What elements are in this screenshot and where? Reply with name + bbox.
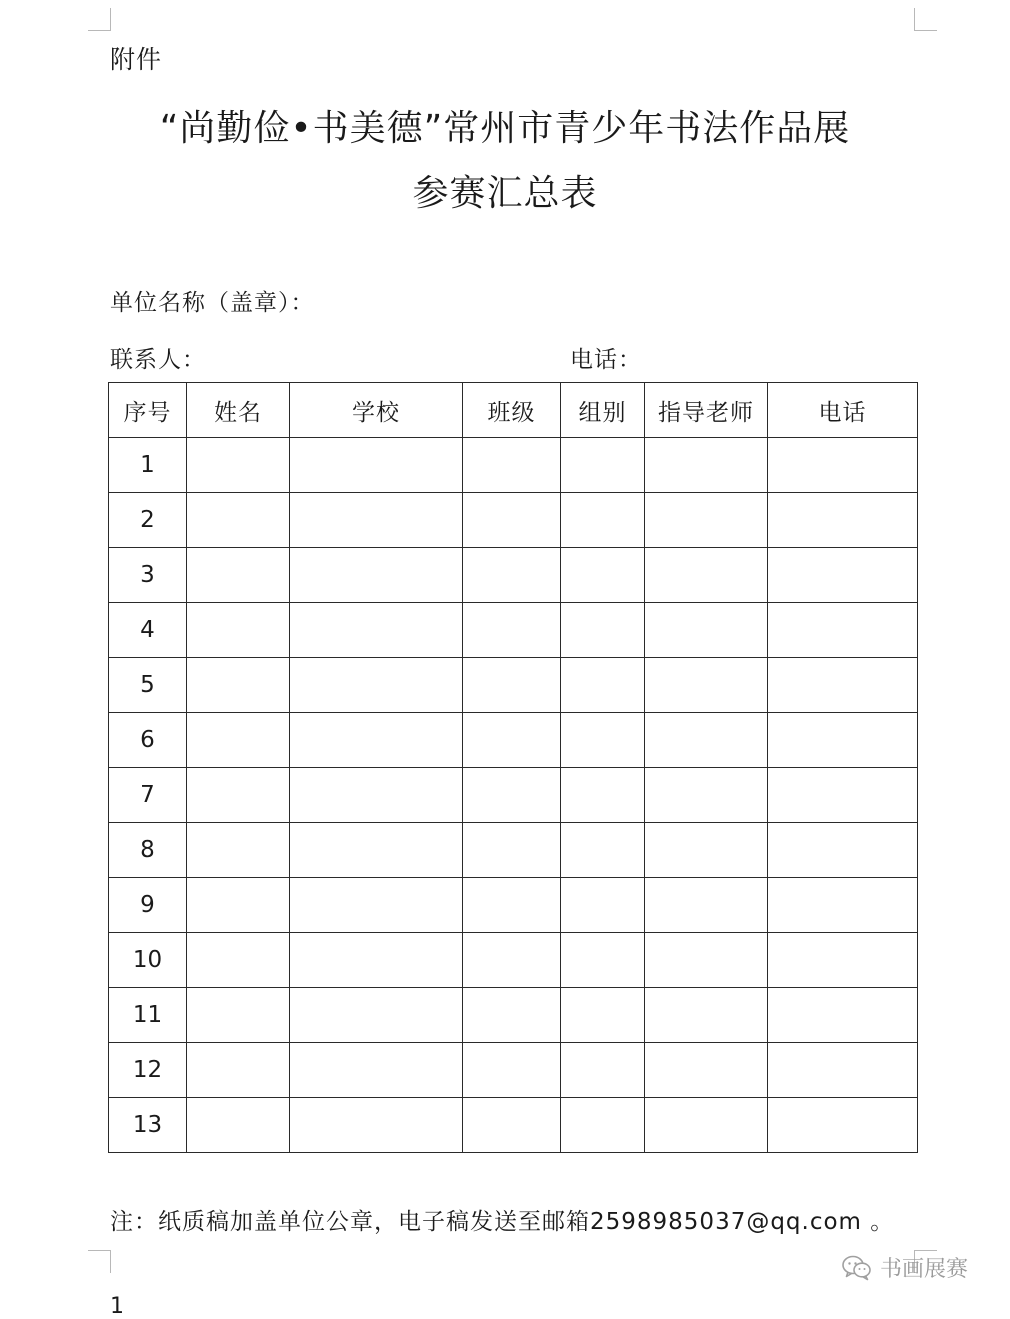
cell-teacher[interactable] (645, 933, 768, 988)
cell-name[interactable] (187, 878, 290, 933)
cell-group[interactable] (561, 438, 645, 493)
cell-school[interactable] (290, 1043, 463, 1098)
cell-phone[interactable] (768, 933, 918, 988)
cell-phone[interactable] (768, 438, 918, 493)
header-class: 班级 (463, 383, 561, 438)
table-row (109, 603, 918, 658)
cell-school[interactable] (290, 933, 463, 988)
cell-class[interactable] (463, 603, 561, 658)
cell-group[interactable] (561, 713, 645, 768)
table-row (109, 768, 918, 823)
cell-school[interactable] (290, 658, 463, 713)
cell-teacher[interactable] (645, 878, 768, 933)
cell-serial: 1 (109, 438, 187, 493)
cell-teacher[interactable] (645, 1043, 768, 1098)
table-row (109, 988, 918, 1043)
cell-serial: 8 (109, 823, 187, 878)
cell-phone[interactable] (768, 548, 918, 603)
cell-phone[interactable] (768, 713, 918, 768)
cell-school[interactable] (290, 493, 463, 548)
cell-serial: 7 (109, 768, 187, 823)
header-name: 姓名 (187, 383, 290, 438)
cell-school[interactable] (290, 438, 463, 493)
cell-teacher[interactable] (645, 493, 768, 548)
cell-teacher[interactable] (645, 438, 768, 493)
cell-phone[interactable] (768, 878, 918, 933)
table-row (109, 878, 918, 933)
crop-mark-bottom-left (88, 1250, 111, 1273)
crop-mark-top-right (914, 8, 937, 31)
cell-class[interactable] (463, 658, 561, 713)
cell-phone[interactable] (768, 658, 918, 713)
cell-teacher[interactable] (645, 713, 768, 768)
cell-name[interactable] (187, 548, 290, 603)
cell-class[interactable] (463, 438, 561, 493)
cell-teacher[interactable] (645, 603, 768, 658)
header-phone: 电话 (768, 383, 918, 438)
cell-school[interactable] (290, 768, 463, 823)
cell-group[interactable] (561, 933, 645, 988)
table-row (109, 933, 918, 988)
contact-person-label: 联系人： (110, 347, 206, 373)
cell-school[interactable] (290, 713, 463, 768)
cell-serial: 12 (109, 1043, 187, 1098)
cell-class[interactable] (463, 933, 561, 988)
cell-school[interactable] (290, 603, 463, 658)
page-number: 1 (110, 1294, 124, 1319)
cell-school[interactable] (290, 823, 463, 878)
document-title: “尚勤俭•书美德”常州市青少年书法作品展 (159, 108, 851, 149)
header-teacher: 指导老师 (645, 383, 768, 438)
document-subtitle: 参赛汇总表 (412, 173, 598, 214)
entry-summary-table (108, 382, 918, 1153)
cell-group[interactable] (561, 768, 645, 823)
unit-name-label: 单位名称（盖章）： (110, 290, 315, 316)
cell-name[interactable] (187, 438, 290, 493)
cell-name[interactable] (187, 658, 290, 713)
cell-name[interactable] (187, 493, 290, 548)
cell-name[interactable] (187, 933, 290, 988)
cell-class[interactable] (463, 1043, 561, 1098)
cell-phone[interactable] (768, 988, 918, 1043)
cell-name[interactable] (187, 823, 290, 878)
cell-serial: 5 (109, 658, 187, 713)
cell-class[interactable] (463, 768, 561, 823)
cell-teacher[interactable] (645, 1098, 768, 1153)
cell-class[interactable] (463, 988, 561, 1043)
cell-class[interactable] (463, 878, 561, 933)
table-row (109, 493, 918, 548)
cell-phone[interactable] (768, 823, 918, 878)
phone-label: 电话： (570, 347, 642, 373)
cell-serial: 10 (109, 933, 187, 988)
cell-group[interactable] (561, 658, 645, 713)
cell-teacher[interactable] (645, 548, 768, 603)
cell-school[interactable] (290, 988, 463, 1043)
cell-phone[interactable] (768, 768, 918, 823)
cell-group[interactable] (561, 878, 645, 933)
cell-teacher[interactable] (645, 658, 768, 713)
cell-group[interactable] (561, 988, 645, 1043)
cell-teacher[interactable] (645, 988, 768, 1043)
crop-mark-top-left (88, 8, 111, 31)
table-row (109, 658, 918, 713)
cell-phone[interactable] (768, 493, 918, 548)
cell-name[interactable] (187, 988, 290, 1043)
cell-serial: 9 (109, 878, 187, 933)
cell-group[interactable] (561, 1098, 645, 1153)
table-row (109, 438, 918, 493)
header-serial: 序号 (109, 383, 187, 438)
watermark-text: 书画展赛 (880, 1257, 969, 1282)
header-group: 组别 (561, 383, 645, 438)
cell-name[interactable] (187, 603, 290, 658)
cell-group[interactable] (561, 823, 645, 878)
cell-group[interactable] (561, 548, 645, 603)
cell-class[interactable] (463, 1098, 561, 1153)
cell-serial: 6 (109, 713, 187, 768)
table-row (109, 548, 918, 603)
cell-class[interactable] (463, 713, 561, 768)
cell-serial: 11 (109, 988, 187, 1043)
cell-name[interactable] (187, 768, 290, 823)
cell-school[interactable] (290, 878, 463, 933)
cell-teacher[interactable] (645, 768, 768, 823)
cell-group[interactable] (561, 603, 645, 658)
cell-group[interactable] (561, 493, 645, 548)
table-row (109, 1043, 918, 1098)
cell-group[interactable] (561, 1043, 645, 1098)
cell-serial: 4 (109, 603, 187, 658)
attachment-label: 附件 (110, 45, 163, 74)
cell-class[interactable] (463, 548, 561, 603)
cell-serial: 13 (109, 1098, 187, 1153)
table-header-row (109, 383, 918, 438)
wechat-icon (842, 1255, 872, 1281)
header-school: 学校 (290, 383, 463, 438)
cell-phone[interactable] (768, 603, 918, 658)
table-row (109, 823, 918, 878)
cell-name[interactable] (187, 1043, 290, 1098)
cell-name[interactable] (187, 1098, 290, 1153)
cell-school[interactable] (290, 548, 463, 603)
cell-class[interactable] (463, 823, 561, 878)
cell-phone[interactable] (768, 1043, 918, 1098)
table-row (109, 713, 918, 768)
submission-note: 注：纸质稿加盖单位公章，电子稿发送至邮箱2598985037@qq.com 。 (110, 1209, 895, 1235)
cell-teacher[interactable] (645, 823, 768, 878)
cell-serial: 3 (109, 548, 187, 603)
cell-serial: 2 (109, 493, 187, 548)
cell-school[interactable] (290, 1098, 463, 1153)
table-row (109, 1098, 918, 1153)
cell-phone[interactable] (768, 1098, 918, 1153)
cell-name[interactable] (187, 713, 290, 768)
cell-class[interactable] (463, 493, 561, 548)
watermark (842, 1252, 968, 1283)
